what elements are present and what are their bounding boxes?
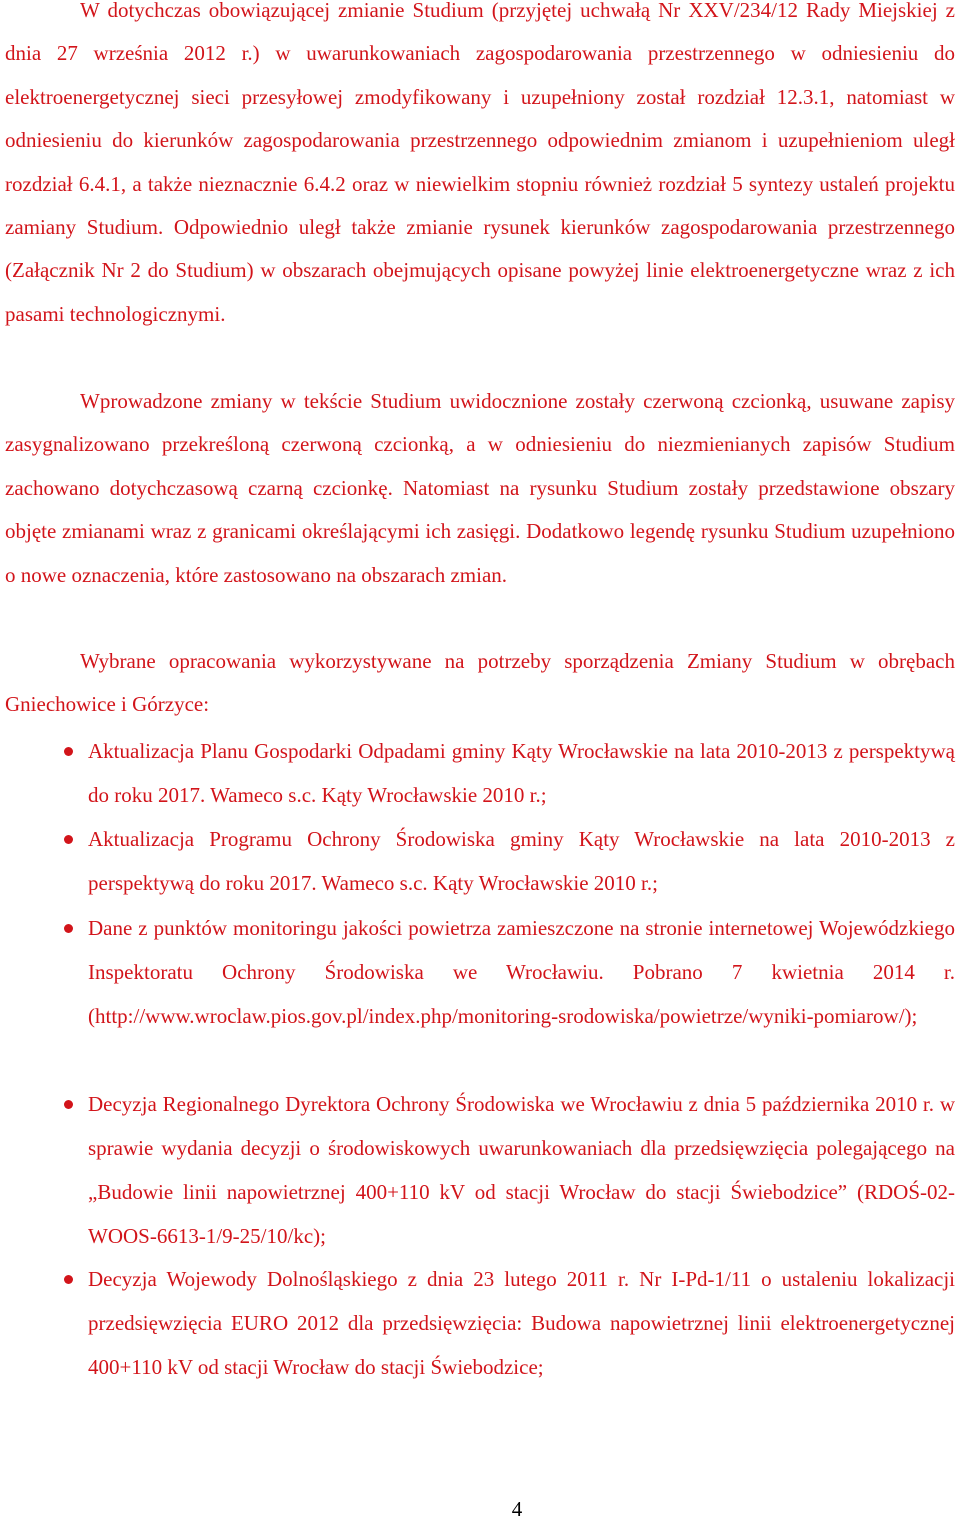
paragraph-change-marking: Wprowadzone zmiany w tekście Studium uwidocznione zostały czerwoną czcionką, usuwane zapisy zasygnalizowano przekreśloną czerwoną czcionką, a w odniesieniu do niezmienianych zapisów Studium zachowano dotychczasową czarną czcionkę. Natomiast na rysunku Studium zostały przedstawione obszary objęte zmianami wraz z granicami określającymi ich zasięgi. Dodatkowo legendę rysunku Studium uzupełniono o nowe oznaczenia, które zastosowano na obszarach zmian. [5,389,955,587]
list-item-text: Dane z punktów monitoringu jakości powietrza zamieszczone na stronie internetowej Wojewódzkiego Inspektoratu Ochrony Środowiska we Wrocławiu. Pobrano 7 kwietnia 2014 r. (http://www.wroclaw.pios.gov.pl/index.php/monitoring-srodowiska/powietrze/wyniki-pomiarow/); [88,916,955,1028]
bullet-icon [64,1275,73,1284]
list-item-text: Aktualizacja Planu Gospodarki Odpadami gminy Kąty Wrocławskie na lata 2010-2013 z perspektywą do roku 2017. Wameco s.c. Kąty Wrocławskie 2010 r.; [88,739,955,807]
list-item [88,817,955,905]
list-item [88,906,955,1038]
list-item-text: Decyzja Wojewody Dolnośląskiego z dnia 23 lutego 2011 r. Nr I-Pd-1/11 o ustaleniu lokalizacji przedsięwzięcia EURO 2012 dla przedsięwzięcia: Budowa napowietrznej linii elektroenergetycznej 400+110 kV od stacji Wrocław do stacji Świebodzice; [88,1267,955,1379]
list-item-text: Decyzja Regionalnego Dyrektora Ochrony Środowiska we Wrocławiu z dnia 5 października 2010 r. w sprawie wydania decyzji o środowiskowych uwarunkowaniach dla przedsięwzięcia polegającego na „Budowie linii napowietrznej 400+110 kV od stacji Wrocław do stacji Świebodzice” (RDOŚ-02-WOOS-6613-1/9-25/10/kc); [88,1092,955,1248]
bullet-icon [64,1100,73,1109]
paragraph-changes-summary: W dotychczas obowiązującej zmianie Studium (przyjętej uchwałą Nr XXV/234/12 Rady Miejskiej z dnia 27 września 2012 r.) w uwarunkowaniach zagospodarowania przestrzennego w odniesieniu do elektroenergetycznej sieci przesyłowej zmodyfikowany i uzupełniony został rozdział 12.3.1, natomiast w odniesieniu do kierunków zagospodarowania przestrzennego odpowiednim zmianom i uzupełnieniom uległ rozdział 6.4.1, a także nieznacznie 6.4.2 oraz w niewielkim stopniu również rozdział 5 syntezy ustaleń projektu zamiany Studium. Odpowiednio uległ także zmianie rysunek kierunków zagospodarowania przestrzennego (Załącznik Nr 2 do Studium) w obszarach obejmujących opisane powyżej linie elektroenergetyczne wraz z ich pasami technologicznymi. [5,0,955,326]
bullet-icon [64,747,73,756]
page-number: 4 [511,1497,523,1521]
list-item [88,1082,955,1258]
paragraph-sources-intro: Wybrane opracowania wykorzystywane na potrzeby sporządzenia Zmiany Studium w obrębach Gniechowice i Górzyce: [5,649,955,717]
list-item-text: Aktualizacja Programu Ochrony Środowiska gminy Kąty Wrocławskie na lata 2010-2013 z perspektywą do roku 2017. Wameco s.c. Kąty Wrocławskie 2010 r.; [88,827,955,895]
list-item [88,1257,955,1389]
list-item [88,729,955,817]
bullet-icon [64,835,73,844]
bullet-icon [64,924,73,933]
